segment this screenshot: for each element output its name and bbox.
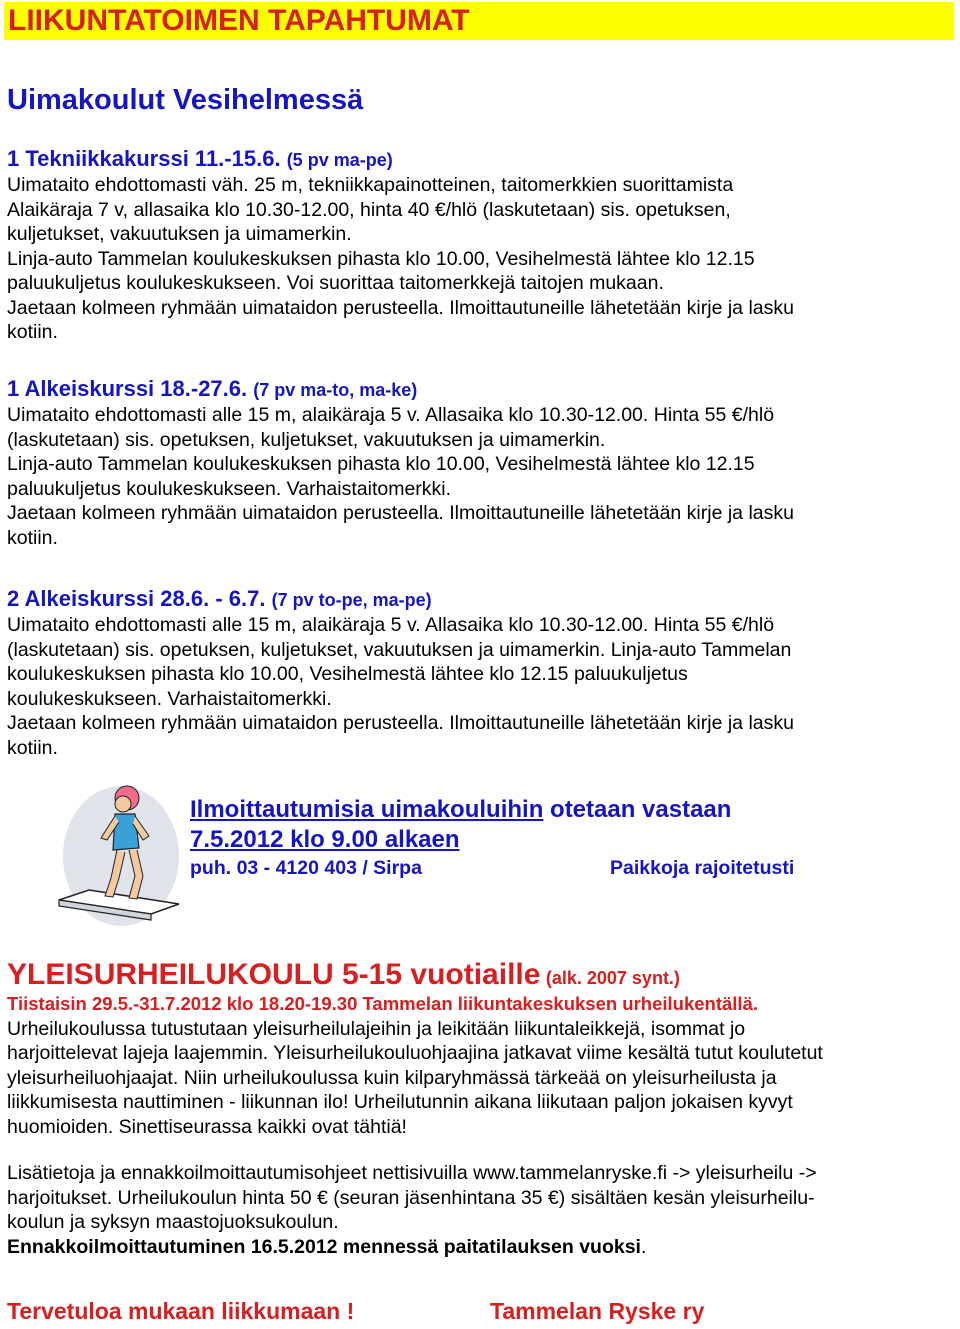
- athletics-info-line: harjoitukset. Urheilukoulun hinta 50 € (seuran jäsenhintana 35 €) sisältäen kesän yleisurheilu-: [7, 1186, 815, 1209]
- registration-phone: puh. 03 - 4120 403 / Sirpa: [190, 857, 422, 879]
- athletics-info-line: Lisätietoja ja ennakkoilmoittautumisohjeet nettisivuilla www.tammelanryske.fi -> yleisurheilu ->: [7, 1162, 817, 1184]
- course-1-title: 1 Tekniikkakurssi 11.-15.6.: [7, 146, 281, 171]
- preregistration-end: .: [640, 1235, 647, 1258]
- course-3-line: koulukeskukseen. Varhaistaitomerkki.: [7, 687, 332, 710]
- registration-info: [190, 795, 830, 881]
- swimmer-on-diving-board-illustration: [55, 778, 185, 928]
- course-1-line: kuljetukset, vakuutuksen ja uimamerkin.: [7, 223, 352, 245]
- course-3-heading: [7, 586, 953, 613]
- footer-welcome: Tervetuloa mukaan liikkumaan !: [7, 1298, 355, 1324]
- athletics-line: huomioiden. Sinettiseurassa kaikki ovat tähtiä!: [7, 1115, 407, 1138]
- course-3-line: kotiin.: [7, 736, 58, 759]
- registration-date: 7.5.2012 klo 9.00 alkaen: [190, 826, 460, 853]
- page-banner: LIIKUNTATOIMEN TAPAHTUMAT: [4, 2, 954, 40]
- registration-link[interactable]: Ilmoittautumisia uimakouluihin: [190, 796, 544, 823]
- athletics-section: [7, 958, 953, 1259]
- athletics-heading: [7, 958, 953, 992]
- preregistration-text: Ennakkoilmoittautuminen 16.5.2012 mennessä paitatilauksen vuoksi: [7, 1235, 641, 1258]
- course-2-line: Uimataito ehdottomasti alle 15 m, alaikäraja 5 v. Allasaika klo 10.30-12.00. Hinta 55 €/hlö: [7, 404, 775, 426]
- athletics-line: harjoittelevat lajeja laajemmin. Yleisurheilukouluohjaajina jatkavat viime kesältä tutut koulutetut: [7, 1042, 823, 1064]
- course-1-heading: [7, 146, 953, 173]
- athletics-line: liikkumisesta nauttiminen - liikunnan ilo! Urheilutunnin aikana liikutaan paljon jokaisen kyvyt: [7, 1091, 793, 1113]
- course-1-line: paluukuljetus koulukeskukseen. Voi suorittaa taitomerkkejä taitojen mukaan.: [7, 272, 664, 294]
- course-2-days: (7 pv ma-to, ma-ke): [253, 380, 418, 400]
- course-2-line: kotiin.: [7, 526, 58, 549]
- course-2-line: (laskutetaan) sis. opetuksen, kuljetukset, vakuutuksen ja uimamerkin.: [7, 428, 606, 451]
- course-3-line: Jaetaan kolmeen ryhmään uimataidon perusteella. Ilmoittautuneille lähetetään kirje ja lasku: [7, 712, 794, 734]
- athletics-line: yleisurheiluohjaajat. Niin urheilukoulussa kuin kilparyhmässä tärkeää on yleisurheilusta ja: [7, 1066, 777, 1089]
- course-1-line: Jaetaan kolmeen ryhmään uimataidon perusteella. Ilmoittautuneille lähetetään kirje ja lasku: [7, 296, 794, 319]
- course-1-line: kotiin.: [7, 321, 58, 343]
- course-2: [7, 376, 953, 550]
- preregistration: [7, 1235, 953, 1260]
- course-3-days: (7 pv to-pe, ma-pe): [271, 590, 432, 610]
- registration-rest: otetaan vastaan: [543, 796, 732, 823]
- footer-organization: Tammelan Ryske ry: [490, 1298, 705, 1324]
- athletics-title-small: (alk. 2007 synt.): [545, 968, 680, 988]
- athletics-info-line: koulun ja syksyn maastojuoksukoulun.: [7, 1211, 339, 1233]
- course-3-title: 2 Alkeiskurssi 28.6. - 6.7.: [7, 586, 266, 611]
- course-1: [7, 146, 953, 345]
- section-title: Uimakoulut Vesihelmessä: [7, 84, 364, 116]
- course-1-days: (5 pv ma-pe): [286, 150, 393, 170]
- course-2-line: Jaetaan kolmeen ryhmään uimataidon perusteella. Ilmoittautuneille lähetetään kirje ja lasku: [7, 502, 794, 524]
- course-2-heading: [7, 376, 953, 403]
- course-3: [7, 586, 953, 760]
- course-2-line: paluukuljetus koulukeskukseen. Varhaistaitomerkki.: [7, 477, 452, 500]
- registration-contact: [190, 855, 830, 881]
- limited-spots: Paikkoja rajoitetusti: [610, 857, 795, 879]
- course-3-line: koulukeskuksen pihasta klo 10.00, Vesihelmestä lähtee klo 12.15 paluukuljetus: [7, 663, 688, 685]
- swimmer-face: [115, 796, 131, 812]
- athletics-line: Urheilukoulussa tutustutaan yleisurheilulajeihin ja leikitään liikuntaleikkejä, isommat jo: [7, 1017, 746, 1040]
- course-1-line: Alaikäraja 7 v, allasaika klo 10.30-12.00, hinta 40 €/hlö (laskutetaan) sis. opetuksen,: [7, 198, 731, 221]
- course-2-line: Linja-auto Tammelan koulukeskuksen pihasta klo 10.00, Vesihelmestä lähtee klo 12.15: [7, 453, 755, 475]
- course-3-line: (laskutetaan) sis. opetuksen, kuljetukset, vakuutuksen ja uimamerkin. Linja-auto Tammelan: [7, 638, 792, 661]
- course-1-line: Uimataito ehdottomasti väh. 25 m, tekniikkapainotteinen, taitomerkkien suorittamista: [7, 174, 734, 196]
- athletics-title: YLEISURHEILUKOULU 5-15 vuotiaille: [7, 958, 541, 991]
- athletics-schedule: Tiistaisin 29.5.-31.7.2012 klo 18.20-19.30 Tammelan liikuntakeskuksen urheilukentällä.: [7, 993, 759, 1014]
- course-2-title: 1 Alkeiskurssi 18.-27.6.: [7, 376, 248, 401]
- course-1-line: Linja-auto Tammelan koulukeskuksen pihasta klo 10.00, Vesihelmestä lähtee klo 12.15: [7, 247, 755, 270]
- registration-line-1: [190, 795, 830, 825]
- course-3-line: Uimataito ehdottomasti alle 15 m, alaikäraja 5 v. Allasaika klo 10.30-12.00. Hinta 55 €/hlö: [7, 614, 775, 636]
